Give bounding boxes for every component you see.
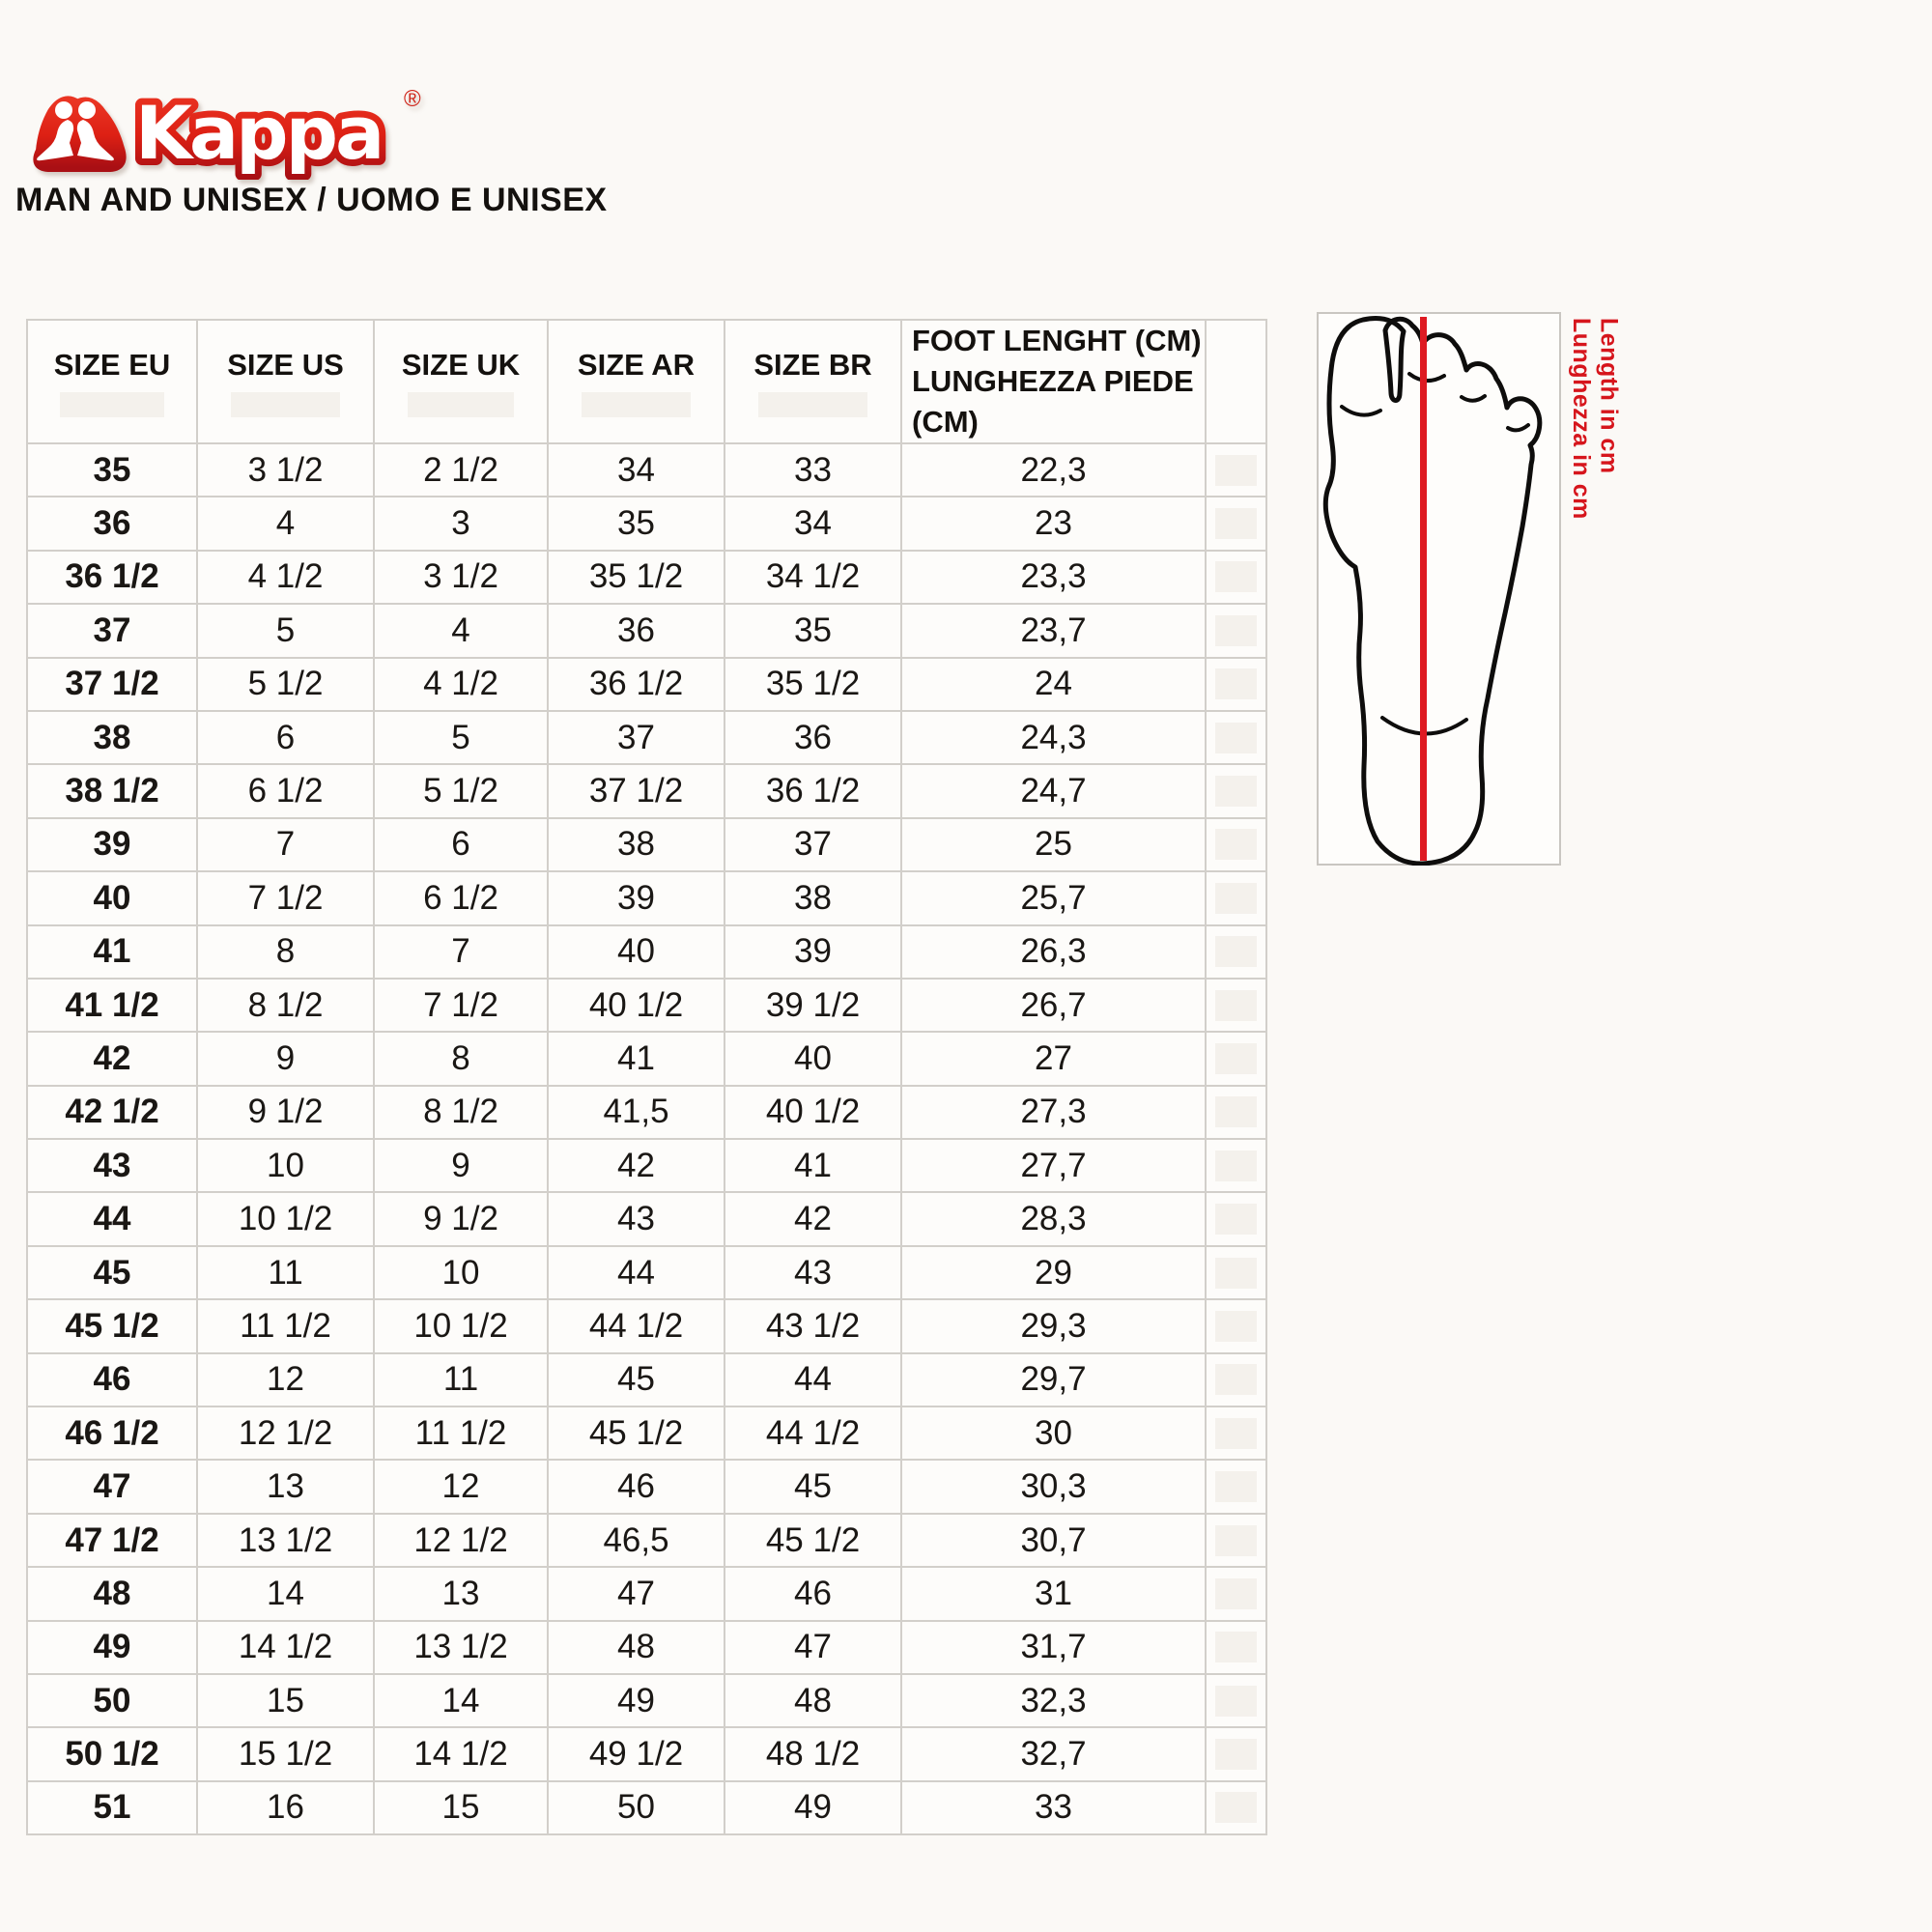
size-cell: 46 [548,1460,724,1513]
size-cell: 25,7 [901,871,1206,924]
size-cell: 34 [548,443,724,497]
measure-label-en: Length in cm [1595,318,1623,474]
size-cell: 41 [27,925,197,979]
size-cell: 47 [27,1460,197,1513]
size-cell: 35 1/2 [724,658,901,711]
empty-cell [1206,1781,1266,1834]
size-cell: 37 1/2 [27,658,197,711]
empty-cell [1206,1192,1266,1245]
size-cell: 27 [901,1032,1206,1085]
size-cell: 13 1/2 [374,1621,548,1674]
size-cell: 5 [197,604,374,657]
size-row [27,1460,1266,1513]
size-cell: 23,7 [901,604,1206,657]
empty-cell [1206,1086,1266,1139]
size-cell: 29,3 [901,1299,1206,1352]
size-cell: 9 [197,1032,374,1085]
empty-cell [1206,1567,1266,1620]
size-cell: 40 1/2 [724,1086,901,1139]
size-cell: 37 1/2 [548,764,724,817]
size-cell: 30 [901,1406,1206,1460]
size-cell: 39 [27,818,197,871]
size-cell: 39 [724,925,901,979]
size-cell: 42 [724,1192,901,1245]
kappa-wordmark: Kappa [135,90,383,176]
size-cell: 8 [374,1032,548,1085]
page-title: MAN AND UNISEX / UOMO E UNISEX [15,182,608,218]
size-cell: 11 1/2 [374,1406,548,1460]
size-cell: 50 1/2 [27,1727,197,1780]
size-cell: 3 1/2 [374,551,548,604]
size-cell: 14 [197,1567,374,1620]
size-cell: 49 [724,1781,901,1834]
size-cell: 45 1/2 [548,1406,724,1460]
size-cell: 11 [197,1246,374,1299]
size-cell: 46 1/2 [27,1406,197,1460]
size-cell: 31 [901,1567,1206,1620]
size-cell: 42 1/2 [27,1086,197,1139]
size-cell: 6 [374,818,548,871]
size-cell: 4 1/2 [374,658,548,711]
size-cell: 36 [724,711,901,764]
size-row [27,497,1266,550]
size-cell: 14 1/2 [197,1621,374,1674]
size-cell: 12 [197,1353,374,1406]
empty-cell [1206,979,1266,1032]
size-cell: 5 1/2 [197,658,374,711]
size-cell: 7 [197,818,374,871]
empty-cell [1206,497,1266,550]
size-row [27,818,1266,871]
size-cell: 35 [548,497,724,550]
size-cell: 13 1/2 [197,1514,374,1567]
size-cell: 3 [374,497,548,550]
size-row [27,1032,1266,1085]
column-header-size-uk: SIZE UK [374,320,548,443]
size-cell: 47 [724,1621,901,1674]
size-cell: 9 [374,1139,548,1192]
column-header-size-us: SIZE US [197,320,374,443]
kappa-logo [25,73,440,180]
size-cell: 45 [27,1246,197,1299]
size-cell: 10 [197,1139,374,1192]
size-cell: 38 [548,818,724,871]
size-cell: 50 [548,1781,724,1834]
size-cell: 36 1/2 [27,551,197,604]
size-cell: 45 [724,1460,901,1513]
size-cell: 6 1/2 [197,764,374,817]
size-cell: 47 1/2 [27,1514,197,1567]
size-cell: 40 [27,871,197,924]
size-cell: 15 [197,1674,374,1727]
size-cell: 41 [724,1139,901,1192]
size-cell: 12 1/2 [197,1406,374,1460]
size-row [27,1192,1266,1245]
size-row [27,658,1266,711]
size-cell: 9 1/2 [374,1192,548,1245]
size-row [27,551,1266,604]
size-row [27,711,1266,764]
size-cell: 24,7 [901,764,1206,817]
size-cell: 50 [27,1674,197,1727]
column-header-size-eu: SIZE EU [27,320,197,443]
size-cell: 38 [724,871,901,924]
size-row [27,604,1266,657]
empty-cell [1206,871,1266,924]
size-cell: 43 [724,1246,901,1299]
size-cell: 11 [374,1353,548,1406]
size-cell: 32,7 [901,1727,1206,1780]
empty-cell [1206,1460,1266,1513]
size-cell: 44 [27,1192,197,1245]
size-cell: 9 1/2 [197,1086,374,1139]
size-cell: 26,7 [901,979,1206,1032]
empty-cell [1206,1353,1266,1406]
size-cell: 49 [548,1674,724,1727]
size-cell: 45 [548,1353,724,1406]
size-row [27,1246,1266,1299]
size-row [27,979,1266,1032]
size-cell: 44 [724,1353,901,1406]
size-row [27,871,1266,924]
table-header-row [27,320,1266,443]
size-cell: 6 [197,711,374,764]
size-cell: 10 [374,1246,548,1299]
size-cell: 10 1/2 [197,1192,374,1245]
size-cell: 41 1/2 [27,979,197,1032]
size-row [27,1139,1266,1192]
empty-cell [1206,1139,1266,1192]
size-cell: 14 [374,1674,548,1727]
empty-cell [1206,1299,1266,1352]
kappa-omini-icon [37,100,122,167]
empty-cell [1206,443,1266,497]
measure-label-it: Lunghezza in cm [1567,318,1595,520]
size-cell: 38 1/2 [27,764,197,817]
size-cell: 49 [27,1621,197,1674]
size-cell: 7 1/2 [197,871,374,924]
size-cell: 36 [27,497,197,550]
size-cell: 4 [374,604,548,657]
size-cell: 8 1/2 [197,979,374,1032]
size-cell: 48 [548,1621,724,1674]
empty-cell [1206,1406,1266,1460]
size-cell: 34 1/2 [724,551,901,604]
empty-cell [1206,1032,1266,1085]
size-cell: 49 1/2 [548,1727,724,1780]
size-cell: 42 [27,1032,197,1085]
size-cell: 36 1/2 [724,764,901,817]
size-row [27,1781,1266,1834]
size-cell: 48 [724,1674,901,1727]
empty-cell [1206,1514,1266,1567]
size-cell: 36 1/2 [548,658,724,711]
size-cell: 2 1/2 [374,443,548,497]
foot-outline-drawing [1317,312,1561,866]
size-cell: 12 1/2 [374,1514,548,1567]
size-cell: 37 [548,711,724,764]
size-cell: 32,3 [901,1674,1206,1727]
size-cell: 15 1/2 [197,1727,374,1780]
measure-labels [1567,318,1623,520]
size-cell: 48 [27,1567,197,1620]
size-cell: 47 [548,1567,724,1620]
size-cell: 40 [548,925,724,979]
size-cell: 7 [374,925,548,979]
empty-cell [1206,551,1266,604]
size-cell: 27,3 [901,1086,1206,1139]
size-cell: 44 1/2 [548,1299,724,1352]
size-row [27,1567,1266,1620]
size-cell: 43 [548,1192,724,1245]
size-row [27,1086,1266,1139]
size-cell: 41,5 [548,1086,724,1139]
size-cell: 8 1/2 [374,1086,548,1139]
empty-cell [1206,1246,1266,1299]
size-cell: 36 [548,604,724,657]
size-cell: 11 1/2 [197,1299,374,1352]
size-cell: 40 1/2 [548,979,724,1032]
size-cell: 34 [724,497,901,550]
kappa-logo-graphic [25,73,440,180]
foot-measure-diagram [1317,312,1561,866]
size-cell: 44 [548,1246,724,1299]
size-row [27,925,1266,979]
size-cell: 29,7 [901,1353,1206,1406]
size-cell: 46 [27,1353,197,1406]
size-cell: 16 [197,1781,374,1834]
size-cell: 23,3 [901,551,1206,604]
size-cell: 39 [548,871,724,924]
column-header-size-ar: SIZE AR [548,320,724,443]
size-row [27,443,1266,497]
empty-cell [1206,925,1266,979]
size-row [27,1621,1266,1674]
size-cell: 13 [197,1460,374,1513]
size-cell: 37 [724,818,901,871]
size-cell: 26,3 [901,925,1206,979]
size-cell: 15 [374,1781,548,1834]
size-cell: 8 [197,925,374,979]
size-cell: 39 1/2 [724,979,901,1032]
size-cell: 10 1/2 [374,1299,548,1352]
measure-line [1420,317,1427,861]
size-cell: 6 1/2 [374,871,548,924]
size-cell: 5 1/2 [374,764,548,817]
size-cell: 12 [374,1460,548,1513]
size-cell: 29 [901,1246,1206,1299]
size-cell: 4 [197,497,374,550]
size-cell: 42 [548,1139,724,1192]
size-cell: 24 [901,658,1206,711]
size-cell: 4 1/2 [197,551,374,604]
empty-cell [1206,658,1266,711]
size-cell: 7 1/2 [374,979,548,1032]
size-cell: 46 [724,1567,901,1620]
size-cell: 33 [724,443,901,497]
empty-cell [1206,1727,1266,1780]
size-cell: 44 1/2 [724,1406,901,1460]
size-cell: 22,3 [901,443,1206,497]
size-row [27,1406,1266,1460]
size-cell: 45 1/2 [724,1514,901,1567]
size-cell: 33 [901,1781,1206,1834]
registered-trademark-symbol: ® [404,86,421,112]
size-cell: 46,5 [548,1514,724,1567]
empty-cell [1206,711,1266,764]
size-cell: 14 1/2 [374,1727,548,1780]
empty-column-header [1206,320,1266,443]
empty-cell [1206,764,1266,817]
size-cell: 38 [27,711,197,764]
column-header-foot-lenght-cm: FOOT LENGHT (CM) LUNGHEZZA PIEDE (CM) [901,320,1206,443]
size-cell: 27,7 [901,1139,1206,1192]
size-cell: 35 [724,604,901,657]
size-cell: 30,7 [901,1514,1206,1567]
size-cell: 35 1/2 [548,551,724,604]
column-header-size-br: SIZE BR [724,320,901,443]
size-cell: 30,3 [901,1460,1206,1513]
size-table [26,319,1267,1835]
size-cell: 51 [27,1781,197,1834]
empty-cell [1206,604,1266,657]
size-cell: 48 1/2 [724,1727,901,1780]
size-cell: 28,3 [901,1192,1206,1245]
size-row [27,1514,1266,1567]
size-cell: 5 [374,711,548,764]
size-cell: 3 1/2 [197,443,374,497]
size-cell: 41 [548,1032,724,1085]
empty-cell [1206,1621,1266,1674]
size-cell: 25 [901,818,1206,871]
size-row [27,1353,1266,1406]
empty-cell [1206,1674,1266,1727]
size-row [27,1727,1266,1780]
size-cell: 23 [901,497,1206,550]
size-cell: 43 [27,1139,197,1192]
size-cell: 13 [374,1567,548,1620]
empty-cell [1206,818,1266,871]
size-row [27,1299,1266,1352]
size-row [27,1674,1266,1727]
size-cell: 24,3 [901,711,1206,764]
size-cell: 40 [724,1032,901,1085]
size-cell: 45 1/2 [27,1299,197,1352]
size-cell: 31,7 [901,1621,1206,1674]
size-cell: 43 1/2 [724,1299,901,1352]
size-cell: 37 [27,604,197,657]
size-row [27,764,1266,817]
size-cell: 35 [27,443,197,497]
